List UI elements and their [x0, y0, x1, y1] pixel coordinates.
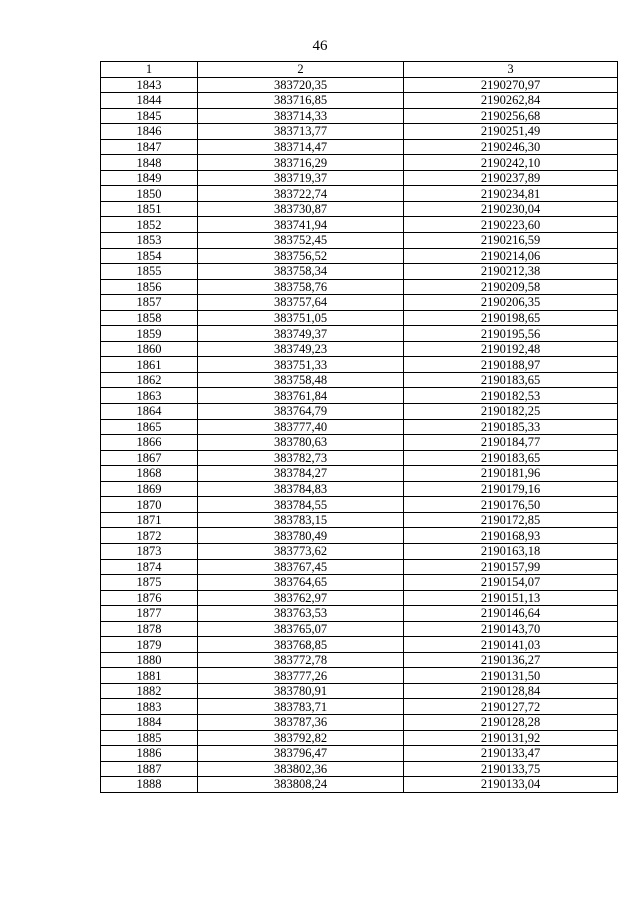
x-coordinate-cell: 383782,73	[198, 450, 404, 466]
y-coordinate-cell: 2190172,85	[404, 512, 618, 528]
y-coordinate-cell: 2190179,16	[404, 481, 618, 497]
x-coordinate-cell: 383716,29	[198, 155, 404, 171]
x-coordinate-cell: 383792,82	[198, 730, 404, 746]
point-number-cell: 1870	[101, 497, 198, 513]
x-coordinate-cell: 383756,52	[198, 248, 404, 264]
point-number-cell: 1886	[101, 746, 198, 762]
y-coordinate-cell: 2190131,50	[404, 668, 618, 684]
y-coordinate-cell: 2190251,49	[404, 124, 618, 140]
y-coordinate-cell: 2190234,81	[404, 186, 618, 202]
y-coordinate-cell: 2190136,27	[404, 652, 618, 668]
table-row	[101, 699, 618, 715]
point-number-cell: 1873	[101, 543, 198, 559]
y-coordinate-cell: 2190216,59	[404, 233, 618, 249]
y-coordinate-cell: 2190242,10	[404, 155, 618, 171]
point-number-cell: 1854	[101, 248, 198, 264]
x-coordinate-cell: 383784,55	[198, 497, 404, 513]
x-coordinate-cell: 383758,34	[198, 264, 404, 280]
x-coordinate-cell: 383761,84	[198, 388, 404, 404]
y-coordinate-cell: 2190133,04	[404, 777, 618, 793]
y-coordinate-cell: 2190128,84	[404, 683, 618, 699]
point-number-cell: 1858	[101, 310, 198, 326]
table-row	[101, 108, 618, 124]
point-number-cell: 1861	[101, 357, 198, 373]
x-coordinate-cell: 383719,37	[198, 170, 404, 186]
y-coordinate-cell: 2190163,18	[404, 543, 618, 559]
table-row	[101, 575, 618, 591]
point-number-cell: 1878	[101, 621, 198, 637]
table-row	[101, 668, 618, 684]
point-number-cell: 1874	[101, 559, 198, 575]
point-number-cell: 1850	[101, 186, 198, 202]
table-row	[101, 466, 618, 482]
y-coordinate-cell: 2190198,65	[404, 310, 618, 326]
x-coordinate-cell: 383752,45	[198, 233, 404, 249]
table-row	[101, 652, 618, 668]
point-number-cell: 1866	[101, 435, 198, 451]
x-coordinate-cell: 383780,49	[198, 528, 404, 544]
y-coordinate-cell: 2190154,07	[404, 575, 618, 591]
x-coordinate-cell: 383783,15	[198, 512, 404, 528]
x-coordinate-cell: 383751,05	[198, 310, 404, 326]
table-row	[101, 170, 618, 186]
page-number: 46	[312, 38, 328, 54]
y-coordinate-cell: 2190185,33	[404, 419, 618, 435]
table-row	[101, 481, 618, 497]
y-coordinate-cell: 2190181,96	[404, 466, 618, 482]
point-number-cell: 1863	[101, 388, 198, 404]
table-row	[101, 155, 618, 171]
x-coordinate-cell: 383767,45	[198, 559, 404, 575]
x-coordinate-cell: 383780,91	[198, 683, 404, 699]
point-number-cell: 1884	[101, 714, 198, 730]
table-row	[101, 372, 618, 388]
y-coordinate-cell: 2190237,89	[404, 170, 618, 186]
table-row	[101, 746, 618, 762]
x-coordinate-cell: 383714,33	[198, 108, 404, 124]
y-coordinate-cell: 2190146,64	[404, 606, 618, 622]
table-row	[101, 357, 618, 373]
x-coordinate-cell: 383763,53	[198, 606, 404, 622]
table-row	[101, 450, 618, 466]
y-coordinate-cell: 2190214,06	[404, 248, 618, 264]
x-coordinate-cell: 383784,27	[198, 466, 404, 482]
table-row	[101, 777, 618, 793]
point-number-cell: 1848	[101, 155, 198, 171]
point-number-cell: 1872	[101, 528, 198, 544]
x-coordinate-cell: 383757,64	[198, 295, 404, 311]
column-header: 1	[101, 62, 198, 78]
point-number-cell: 1885	[101, 730, 198, 746]
x-coordinate-cell: 383764,65	[198, 575, 404, 591]
table-row	[101, 341, 618, 357]
point-number-cell: 1859	[101, 326, 198, 342]
x-coordinate-cell: 383714,47	[198, 139, 404, 155]
table-row	[101, 295, 618, 311]
table-row	[101, 186, 618, 202]
x-coordinate-cell: 383749,23	[198, 341, 404, 357]
y-coordinate-cell: 2190141,03	[404, 637, 618, 653]
table-row	[101, 326, 618, 342]
x-coordinate-cell: 383758,48	[198, 372, 404, 388]
table-row	[101, 730, 618, 746]
x-coordinate-cell: 383764,79	[198, 404, 404, 420]
table-row	[101, 419, 618, 435]
y-coordinate-cell: 2190182,53	[404, 388, 618, 404]
point-number-cell: 1849	[101, 170, 198, 186]
table-row	[101, 264, 618, 280]
table-row	[101, 714, 618, 730]
table-row	[101, 404, 618, 420]
point-number-cell: 1846	[101, 124, 198, 140]
point-number-cell: 1843	[101, 77, 198, 93]
coordinates-table	[100, 61, 618, 793]
y-coordinate-cell: 2190182,25	[404, 404, 618, 420]
table-row	[101, 606, 618, 622]
table-row	[101, 543, 618, 559]
point-number-cell: 1881	[101, 668, 198, 684]
y-coordinate-cell: 2190256,68	[404, 108, 618, 124]
y-coordinate-cell: 2190230,04	[404, 201, 618, 217]
x-coordinate-cell: 383762,97	[198, 590, 404, 606]
x-coordinate-cell: 383777,40	[198, 419, 404, 435]
y-coordinate-cell: 2190176,50	[404, 497, 618, 513]
y-coordinate-cell: 2190131,92	[404, 730, 618, 746]
table-row	[101, 77, 618, 93]
x-coordinate-cell: 383780,63	[198, 435, 404, 451]
point-number-cell: 1883	[101, 699, 198, 715]
point-number-cell: 1856	[101, 279, 198, 295]
table-row	[101, 93, 618, 109]
table-row	[101, 139, 618, 155]
table-row	[101, 279, 618, 295]
x-coordinate-cell: 383713,77	[198, 124, 404, 140]
table-row	[101, 761, 618, 777]
y-coordinate-cell: 2190157,99	[404, 559, 618, 575]
x-coordinate-cell: 383808,24	[198, 777, 404, 793]
y-coordinate-cell: 2190192,48	[404, 341, 618, 357]
x-coordinate-cell: 383796,47	[198, 746, 404, 762]
point-number-cell: 1879	[101, 637, 198, 653]
y-coordinate-cell: 2190188,97	[404, 357, 618, 373]
point-number-cell: 1860	[101, 341, 198, 357]
point-number-cell: 1844	[101, 93, 198, 109]
column-header: 2	[198, 62, 404, 78]
y-coordinate-cell: 2190143,70	[404, 621, 618, 637]
table-row	[101, 497, 618, 513]
table-row	[101, 233, 618, 249]
point-number-cell: 1864	[101, 404, 198, 420]
table-row	[101, 637, 618, 653]
table-row	[101, 590, 618, 606]
x-coordinate-cell: 383783,71	[198, 699, 404, 715]
point-number-cell: 1852	[101, 217, 198, 233]
point-number-cell: 1862	[101, 372, 198, 388]
point-number-cell: 1882	[101, 683, 198, 699]
y-coordinate-cell: 2190223,60	[404, 217, 618, 233]
x-coordinate-cell: 383749,37	[198, 326, 404, 342]
x-coordinate-cell: 383741,94	[198, 217, 404, 233]
table-row	[101, 621, 618, 637]
table-row	[101, 124, 618, 140]
table-row	[101, 512, 618, 528]
point-number-cell: 1865	[101, 419, 198, 435]
column-header: 3	[404, 62, 618, 78]
point-number-cell: 1847	[101, 139, 198, 155]
y-coordinate-cell: 2190270,97	[404, 77, 618, 93]
y-coordinate-cell: 2190168,93	[404, 528, 618, 544]
x-coordinate-cell: 383716,85	[198, 93, 404, 109]
y-coordinate-cell: 2190184,77	[404, 435, 618, 451]
y-coordinate-cell: 2190262,84	[404, 93, 618, 109]
point-number-cell: 1857	[101, 295, 198, 311]
table-row	[101, 528, 618, 544]
x-coordinate-cell: 383765,07	[198, 621, 404, 637]
table-row	[101, 435, 618, 451]
point-number-cell: 1855	[101, 264, 198, 280]
x-coordinate-cell: 383720,35	[198, 77, 404, 93]
x-coordinate-cell: 383802,36	[198, 761, 404, 777]
table-row	[101, 310, 618, 326]
x-coordinate-cell: 383751,33	[198, 357, 404, 373]
x-coordinate-cell: 383777,26	[198, 668, 404, 684]
y-coordinate-cell: 2190246,30	[404, 139, 618, 155]
y-coordinate-cell: 2190206,35	[404, 295, 618, 311]
y-coordinate-cell: 2190209,58	[404, 279, 618, 295]
table-row	[101, 683, 618, 699]
x-coordinate-cell: 383787,36	[198, 714, 404, 730]
table-row	[101, 248, 618, 264]
y-coordinate-cell: 2190195,56	[404, 326, 618, 342]
point-number-cell: 1887	[101, 761, 198, 777]
point-number-cell: 1869	[101, 481, 198, 497]
table-header-row	[101, 62, 618, 78]
point-number-cell: 1867	[101, 450, 198, 466]
point-number-cell: 1877	[101, 606, 198, 622]
point-number-cell: 1876	[101, 590, 198, 606]
y-coordinate-cell: 2190133,75	[404, 761, 618, 777]
x-coordinate-cell: 383758,76	[198, 279, 404, 295]
x-coordinate-cell: 383768,85	[198, 637, 404, 653]
x-coordinate-cell: 383773,62	[198, 543, 404, 559]
x-coordinate-cell: 383772,78	[198, 652, 404, 668]
table-row	[101, 217, 618, 233]
table-row	[101, 559, 618, 575]
y-coordinate-cell: 2190133,47	[404, 746, 618, 762]
point-number-cell: 1871	[101, 512, 198, 528]
point-number-cell: 1888	[101, 777, 198, 793]
table-body	[101, 77, 618, 792]
x-coordinate-cell: 383730,87	[198, 201, 404, 217]
point-number-cell: 1875	[101, 575, 198, 591]
point-number-cell: 1868	[101, 466, 198, 482]
point-number-cell: 1853	[101, 233, 198, 249]
y-coordinate-cell: 2190151,13	[404, 590, 618, 606]
y-coordinate-cell: 2190212,38	[404, 264, 618, 280]
point-number-cell: 1880	[101, 652, 198, 668]
table-row	[101, 201, 618, 217]
point-number-cell: 1845	[101, 108, 198, 124]
y-coordinate-cell: 2190183,65	[404, 450, 618, 466]
y-coordinate-cell: 2190127,72	[404, 699, 618, 715]
point-number-cell: 1851	[101, 201, 198, 217]
x-coordinate-cell: 383722,74	[198, 186, 404, 202]
table-row	[101, 388, 618, 404]
y-coordinate-cell: 2190128,28	[404, 714, 618, 730]
y-coordinate-cell: 2190183,65	[404, 372, 618, 388]
x-coordinate-cell: 383784,83	[198, 481, 404, 497]
